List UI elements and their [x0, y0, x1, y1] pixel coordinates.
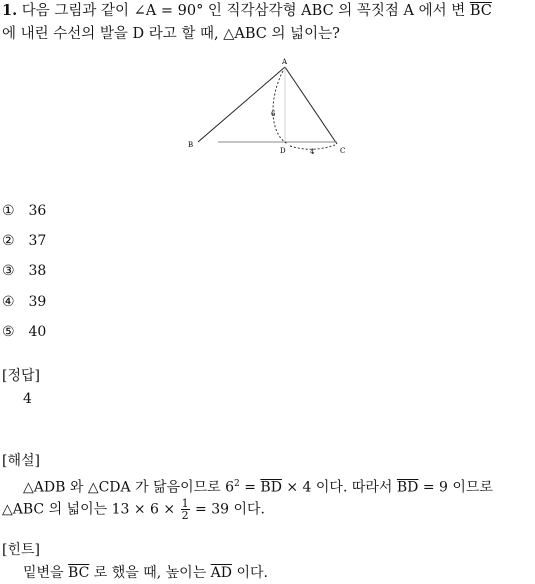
fraction-numerator: 1: [181, 497, 189, 510]
hint-header: [힌트]: [2, 542, 40, 558]
segment-bd-2: $\overline{BD}$: [396, 479, 419, 496]
solution-text-e: △ABC 의 넓이는 13 × 6 ×: [2, 501, 180, 518]
arc-ad: [273, 71, 288, 144]
question-text-2: 에 내린 수선의 발을 D 라고 할 때, △ABC 의 넓이는?: [2, 26, 340, 42]
segment-bc-hint: $\overline{BC}$: [68, 565, 90, 581]
fraction-denominator: 2: [181, 509, 189, 522]
choice-2-value: 37: [28, 233, 47, 249]
solution-line-2: [2, 498, 265, 521]
label-b: B: [188, 141, 194, 149]
solution-text-d: = 9 이므로: [418, 479, 493, 496]
hint-text-c: 이다.: [232, 565, 268, 581]
label-d: D: [280, 147, 286, 155]
segment-bd-1: $\overline{BD}$: [260, 479, 282, 496]
solution-text-f: = 39 이다.: [190, 501, 265, 518]
solution-superscript: 2: [234, 479, 240, 489]
question-text-1: 다음 그림과 같이 ∠A = 90° 인 직각삼각형 ABC 의 꼭짓점 A 에서 변: [21, 3, 470, 19]
choice-1[interactable]: [2, 202, 46, 220]
choice-2-symbol: ②: [2, 233, 15, 249]
choice-4[interactable]: [2, 293, 46, 311]
side-ab: [198, 67, 285, 142]
hint-text-a: 밑변을: [23, 565, 69, 581]
question-line-1: [2, 2, 492, 20]
choice-2[interactable]: [2, 232, 46, 250]
choice-5-symbol: ⑤: [2, 324, 15, 340]
choice-1-symbol: ①: [2, 203, 15, 219]
label-a: A: [282, 58, 288, 66]
solution-line-1: [23, 475, 493, 497]
choice-1-value: 36: [28, 203, 47, 219]
choice-3-symbol: ③: [2, 263, 15, 279]
choice-5[interactable]: [2, 323, 46, 341]
label-dc-length: 4: [310, 148, 315, 156]
answer-value: 4: [23, 391, 32, 407]
label-ad-length: 6: [271, 110, 276, 118]
question-line-2: [2, 25, 340, 43]
hint-line: [23, 564, 268, 582]
fraction-half: [181, 498, 190, 521]
choice-4-symbol: ④: [2, 294, 15, 310]
choice-3[interactable]: [2, 262, 46, 280]
choice-5-value: 40: [28, 324, 47, 340]
hint-text-b: 로 했을 때, 높이는: [89, 565, 211, 581]
triangle-figure: [180, 55, 355, 160]
segment-ad: $\overline{AD}$: [210, 565, 233, 581]
choice-3-value: 38: [28, 263, 47, 279]
question-number: 1.: [2, 2, 18, 19]
segment-bc: $\overline{BC}$: [469, 3, 492, 19]
label-c: C: [340, 147, 346, 155]
choice-4-value: 39: [28, 294, 47, 310]
solution-header: [해설]: [2, 453, 40, 469]
side-ac: [285, 67, 337, 144]
solution-text-c: × 4 이다. 따라서: [281, 479, 397, 496]
solution-text-b: =: [239, 479, 261, 496]
answer-header: [정답]: [2, 368, 40, 384]
solution-text-a: △ADB 와 △CDA 가 닮음이므로 6: [23, 479, 235, 496]
